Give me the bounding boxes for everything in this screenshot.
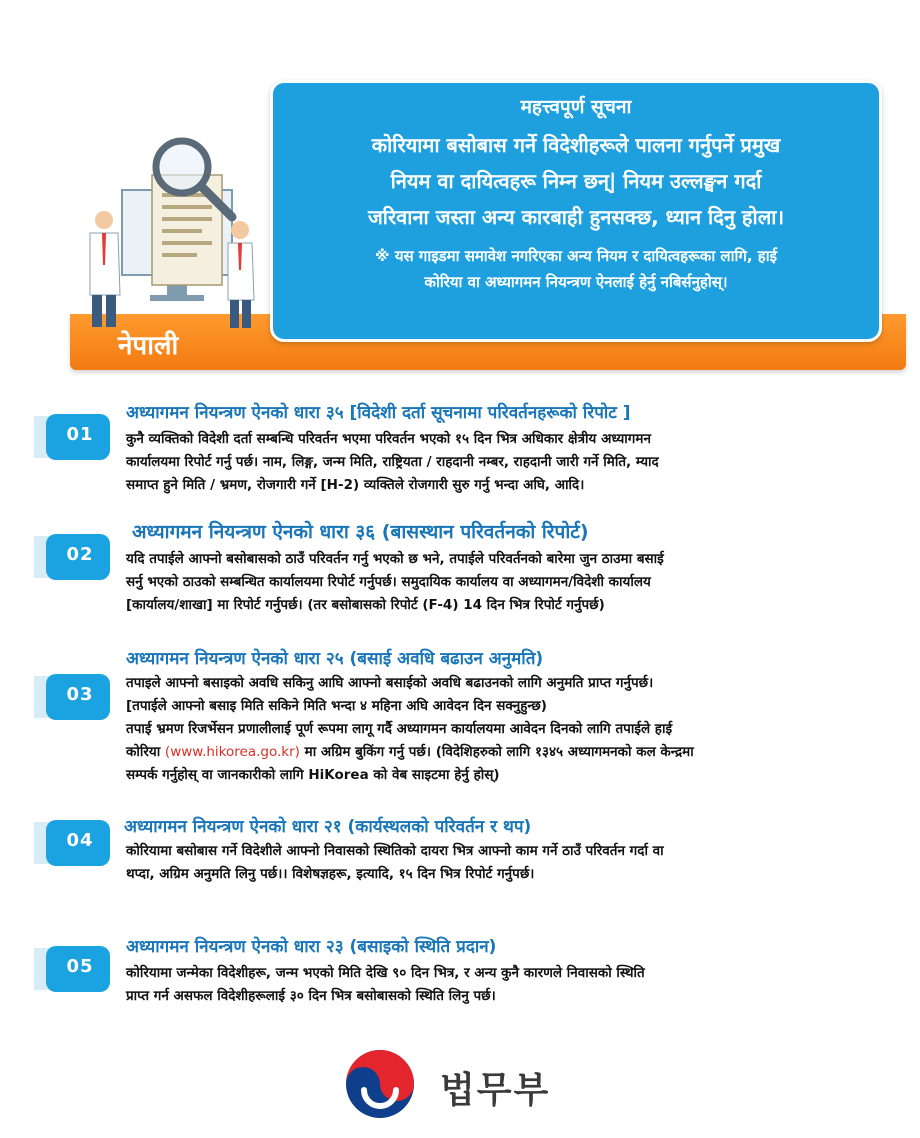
- section-line: प्राप्त गर्न असफल विदेशीहरूलाई ३० दिन भित्र बसोबासको स्थिति लिनु पर्छ।: [126, 988, 496, 1004]
- notice-body-line: नियम वा दायित्वहरू निम्न छन्| नियम उल्लङ्घन गर्दा: [390, 169, 762, 193]
- hikorea-link[interactable]: (www.hikorea.go.kr): [164, 744, 300, 760]
- section-line: कोरियामा जन्मेका विदेशीहरू, जन्म भएको मिति देखि ९० दिन भित्र, र अन्य कुनै कारणले निवासको स्थिति: [126, 965, 645, 981]
- notice-note-line: ※ यस गाइडमा समावेश नगरिएका अन्य नियम र दायित्वहरूका लागि, हाई: [375, 247, 777, 265]
- section-line: कुनै व्यक्तिको विदेशी दर्ता सम्बन्धि परिवर्तन भएमा परिवर्तन भएको १५ दिन भित्र अधिकार क्षेत्रीय अध्यागमन: [126, 431, 651, 447]
- line-prefix: कोरिया: [126, 744, 165, 760]
- section-number: 05: [66, 956, 94, 977]
- section-line: कोरियामा बसोबास गर्ने विदेशीले आफ्नो निवासको स्थितिको दायरा भित्र आफ्नो काम गर्ने ठाउँ परिवर्तन गर्दा वा: [126, 843, 664, 859]
- section-body: [126, 672, 846, 787]
- line-suffix: मा अग्रिम बुकिंग गर्नु पर्छ। (विदेशिहरुको लागि १३४५ अध्यागमनको कल केन्द्रमा: [299, 744, 694, 760]
- section-number-badge: [34, 670, 114, 724]
- header-banner: [0, 0, 920, 380]
- section-line: [तपाईले आफ्नो बसाइ मिति सकिने मिति भन्दा ४ महिना अघि आवेदन दिन सक्नुहुन्छ): [126, 698, 547, 714]
- section-line: [कार्यालय/शाखा] मा रिपोर्ट गर्नुपर्छ। (तर बसोबासको रिपोर्ट (F-4) 14 दिन भित्र रिपोर्ट गर्नुपर्छ): [126, 597, 605, 613]
- notice-note-line: कोरिया वा अध्यागमन नियन्त्रण ऐनलाई हेर्नु नबिर्सनुहोस्।: [424, 273, 728, 291]
- section-number: 03: [66, 684, 94, 705]
- section-line: तपाई भ्रमण रिजर्भेसन प्रणालीलाई पूर्ण रूपमा लागू गर्दै अध्यागमन कार्यालयमा आवेदन दिनको लागि तपाईले हाई: [126, 721, 673, 737]
- section-number: 02: [66, 544, 94, 565]
- section-body: [126, 962, 846, 1008]
- section-number: 01: [66, 424, 94, 445]
- section-number-badge: [34, 816, 114, 870]
- section-title: अध्यागमन नियन्त्रण ऐनको धारा २१ (कार्यस्थलको परिवर्तन र थप): [124, 817, 532, 837]
- section-line: समाप्त हुने मिति / भ्रमण, रोजगारी गर्ने [H-2) व्यक्तिले रोजगारी सुरु गर्नु भन्दा अघि, आदि।: [126, 477, 585, 493]
- notice-body-line: जरिवाना जस्ता अन्य कारबाही हुनसक्छ, ध्यान दिनु होला।: [367, 205, 785, 229]
- section-body: [126, 548, 846, 617]
- notice-title: महत्त्वपूर्ण सूचना: [520, 96, 632, 118]
- section-title: अध्यागमन नियन्त्रण ऐनको धारा ३६ (बासस्थान परिवर्तनको रिपोर्ट): [132, 521, 589, 543]
- section-line: सर्नु भएको ठाउको सम्बन्धित कार्यालयमा रिपोर्ट गर्नुपर्छ। समुदायिक कार्यालय वा अध्यागमन/विदेशी कार्यालय: [126, 574, 651, 590]
- ministry-of-justice-logo: [340, 1044, 560, 1124]
- section-number-badge: [34, 530, 114, 584]
- section-line: तपाइले आफ्नो बसाइको अवधि सकिनु आघि आफ्नो बसाईको अवधि बढाउनको लागि अनुमति प्राप्त गर्नुपर्छ।: [126, 675, 654, 691]
- important-notice-box: [270, 80, 882, 342]
- section-line: कार्यालयमा रिपोर्ट गर्नु पर्छ। नाम, लिङ्ग, जन्म मिति, राष्ट्रियता / राहदानी नम्बर, राहदानी जारी गर्ने मिति, म्याद: [126, 454, 659, 470]
- language-label: नेपाली: [118, 331, 179, 361]
- section-line: सम्पर्क गर्नुहोस् वा जानकारीको लागि HiKorea को वेब साइटमा हेर्नु होस्): [126, 767, 500, 783]
- section-body: [126, 428, 846, 497]
- notice-note: [295, 243, 857, 295]
- section-line: यदि तपाईले आफ्नो बसोबासको ठाउँ परिवर्तन गर्नु भएको छ भने, तपाईले परिवर्तनको बारेमा जुन ठाउमा बसाई: [126, 551, 664, 567]
- section-title: अध्यागमन नियन्त्रण ऐनको धारा ३५ [विदेशी दर्ता सूचनामा परिवर्तनहरूको रिपोट ]: [126, 403, 631, 423]
- section-body: [126, 840, 846, 886]
- logo-text: 법무부: [440, 1070, 551, 1111]
- section-line: [126, 741, 846, 764]
- notice-body-line: कोरियामा बसोबास गर्ने विदेशीहरूले पालना गर्नुपर्ने प्रमुख: [371, 133, 781, 157]
- notice-body: [295, 127, 857, 235]
- section-title: अध्यागमन नियन्त्रण ऐनको धारा २५ (बसाई अवधि बढाउन अनुमति): [126, 649, 544, 669]
- section-number: 04: [66, 830, 94, 851]
- section-number-badge: [34, 410, 114, 464]
- section-line: थप्दा, अग्रिम अनुमति लिनु पर्छ।। विशेषज्ञहरू, इत्यादि, १५ दिन भित्र रिपोर्ट गर्नुपर्छ।: [126, 866, 535, 882]
- section-title: अध्यागमन नियन्त्रण ऐनको धारा २३ (बसाइको स्थिति प्रदान): [126, 937, 497, 957]
- section-number-badge: [34, 942, 114, 996]
- document-search-illustration-icon: [82, 135, 262, 330]
- taegeuk-emblem-icon: [340, 1044, 420, 1124]
